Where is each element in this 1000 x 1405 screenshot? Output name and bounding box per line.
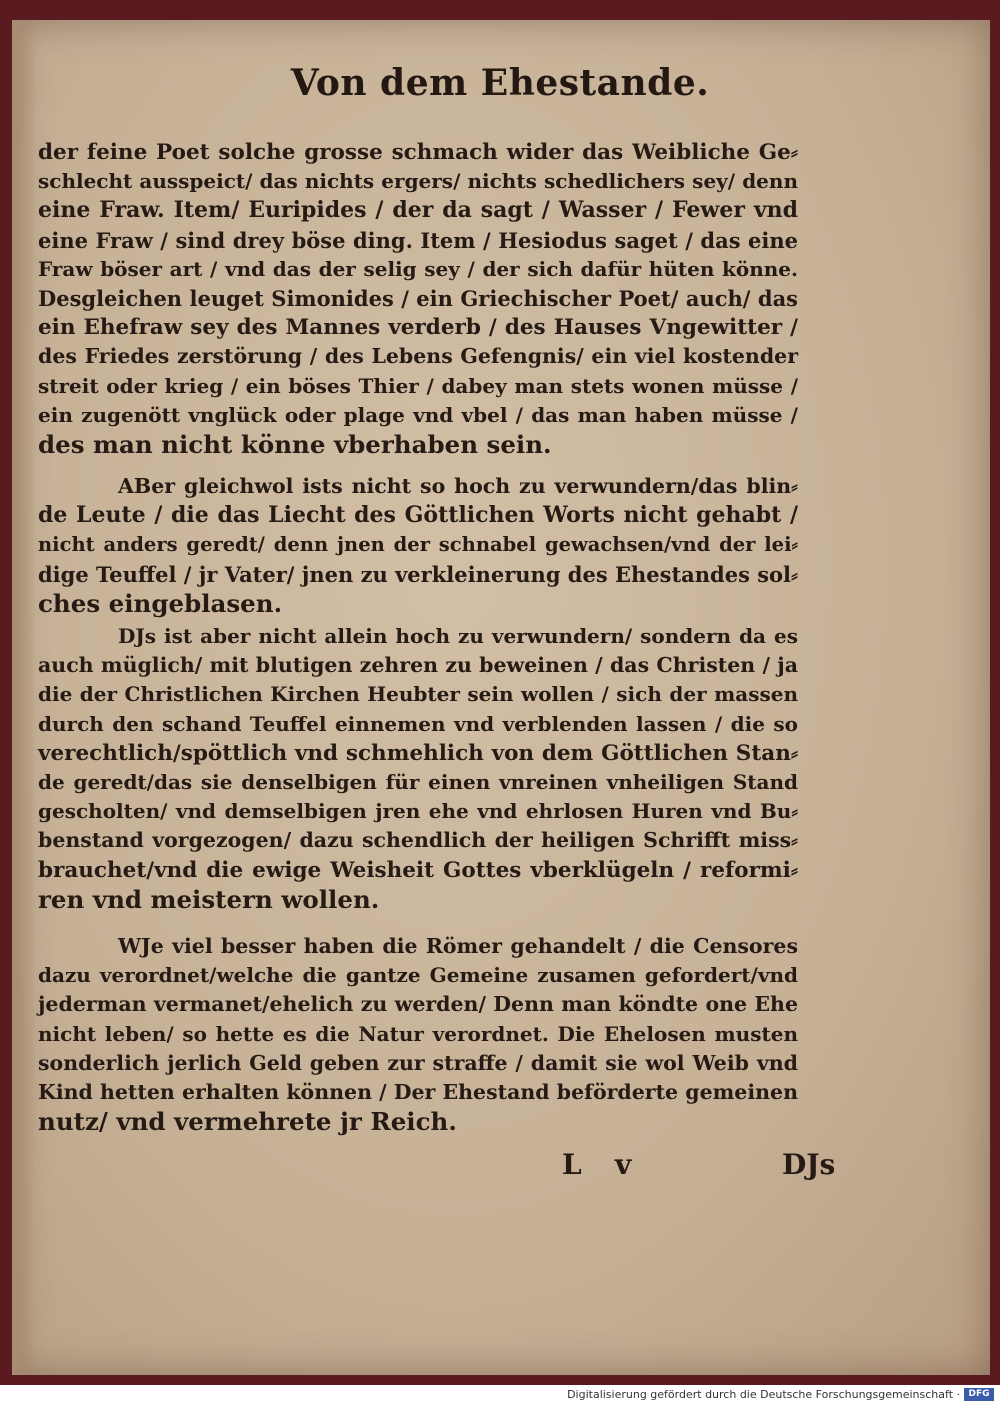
text-line: streit oder krieg / ein böses Thier / dabey man stets wonen müsse / bbox=[38, 373, 798, 398]
text-line: Fraw böser art / vnd das der selig sey / der sich dafür hüten könne. bbox=[38, 256, 798, 281]
text-line: de geredt/das sie denselbigen für einen vnreinen vnheiligen Stand bbox=[38, 769, 798, 794]
text-line: ches eingeblasen. bbox=[38, 588, 283, 618]
text-line: ein zugenött vnglück oder plage vnd vbel / das man haben müsse / bbox=[38, 402, 798, 427]
credit-bar bbox=[0, 1385, 1000, 1405]
text-line: jederman vermanet/ehelich zu werden/ Denn man köndte one Ehe bbox=[38, 992, 798, 1017]
leaf-number: v bbox=[615, 1148, 632, 1181]
text-line: ein Ehefraw sey des Mannes verderb / des Hauses Vngewitter / bbox=[38, 315, 798, 341]
text-line: benstand vorgezogen/ dazu schendlich der heiligen Schrifft miss⸗ bbox=[38, 828, 798, 853]
text-line: sonderlich jerlich Geld geben zur straffe / damit sie wol Weib vnd bbox=[38, 1050, 798, 1075]
text-line: eine Fraw / sind drey böse ding. Item / Hesiodus saget / das eine bbox=[38, 227, 798, 253]
page-footer bbox=[0, 1148, 1000, 1188]
signature-mark: L bbox=[562, 1148, 582, 1181]
paragraph-2 bbox=[38, 472, 798, 618]
catchword: DJs bbox=[782, 1148, 836, 1181]
paragraph-1 bbox=[38, 138, 798, 459]
text-line: nicht leben/ so hette es die Natur verordnet. Die Ehelosen musten bbox=[38, 1021, 798, 1046]
text-line: nicht anders geredt/ denn jnen der schnabel gewachsen/vnd der lei⸗ bbox=[38, 533, 798, 557]
text-line: die der Christlichen Kirchen Heubter sein wollen / sich der massen bbox=[38, 682, 798, 707]
text-line: auch müglich/ mit blutigen zehren zu beweinen / das Christen / ja bbox=[38, 653, 798, 678]
dfg-logo-icon[interactable]: DFG bbox=[964, 1388, 994, 1401]
text-line: des man nicht könne vberhaben sein. bbox=[38, 429, 552, 459]
text-line: verechtlich/spöttlich vnd schmehlich von dem Göttlichen Stan⸗ bbox=[38, 740, 798, 766]
text-line: de Leute / die das Liecht des Göttlichen Worts nicht gehabt / bbox=[38, 502, 798, 529]
text-line: nutz/ vnd vermehrete jr Reich. bbox=[38, 1107, 457, 1137]
text-line: WJe viel besser haben die Römer gehandelt / die Censores bbox=[118, 934, 798, 958]
text-line: dazu verordnet/welche die gantze Gemeine zusamen gefordert/vnd bbox=[38, 963, 798, 988]
text-line: brauchet/vnd die ewige Weisheit Gottes vberklügeln / reformi⸗ bbox=[38, 857, 798, 883]
text-line: ren vnd meistern wollen. bbox=[38, 884, 380, 914]
credit-text: Digitalisierung gefördert durch die Deutsche Forschungsgemeinschaft · bbox=[567, 1388, 960, 1401]
text-line: Kind hetten erhalten können / Der Ehestand beförderte gemeinen bbox=[38, 1079, 798, 1104]
text-line: dige Teuffel / jr Vater/ jnen zu verkleinerung des Ehestandes sol⸗ bbox=[38, 561, 798, 587]
text-line: gescholten/ vnd demselbigen jren ehe vnd ehrlosen Huren vnd Bu⸗ bbox=[38, 799, 798, 824]
text-line: ABer gleichwol ists nicht so hoch zu verwundern/das blin⸗ bbox=[118, 474, 798, 498]
text-line: schlecht ausspeict/ das nichts ergers/ nichts schedlichers sey/ denn bbox=[38, 169, 798, 194]
text-line: des Friedes zerstörung / des Lebens Gefengnis/ ein viel kostender bbox=[38, 344, 798, 369]
text-line: der feine Poet solche grosse schmach wider das Weibliche Ge⸗ bbox=[38, 140, 798, 165]
paragraph-4 bbox=[38, 932, 798, 1136]
paragraph-3 bbox=[38, 622, 798, 914]
text-line: eine Fraw. Item/ Euripides / der da sagt / Wasser / Fewer vnd bbox=[38, 197, 798, 224]
text-line: durch den schand Teuffel einnemen vnd verblenden lassen / die so bbox=[38, 711, 798, 736]
running-head: Von dem Ehestande. bbox=[290, 62, 710, 104]
text-line: Desgleichen leuget Simonides / ein Griechischer Poet/ auch/ das bbox=[38, 285, 798, 311]
text-line: DJs ist aber nicht allein hoch zu verwundern/ sondern da es bbox=[118, 624, 798, 648]
